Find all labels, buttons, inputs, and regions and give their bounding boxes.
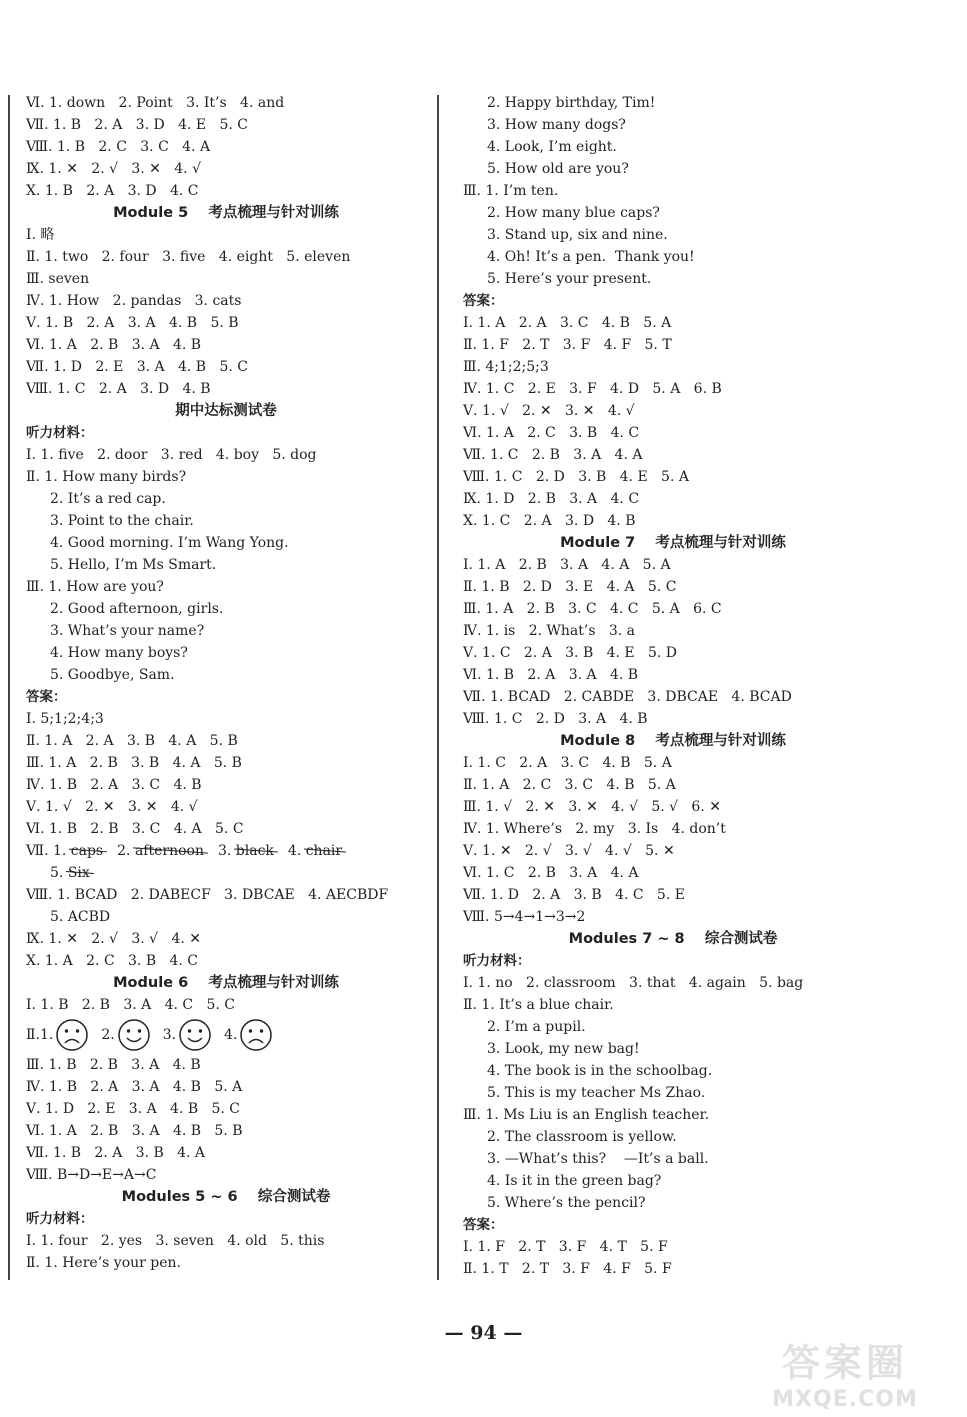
watermark-logo: 答案圈 (781, 1341, 908, 1385)
column-divider (437, 95, 439, 1280)
answer-line: Ⅴ. 1. D 2. E 3. A 4. B 5. C (26, 1101, 241, 1117)
answer-line: Ⅳ. 1. is 2. What’s 3. a (463, 623, 636, 639)
answer-line: Ⅲ. 1. B 2. B 3. A 4. B (26, 1057, 201, 1073)
page-number: — 94 — (444, 1322, 523, 1344)
answer-line: Ⅶ. 1. B 2. A 3. B 4. A (26, 1145, 206, 1161)
answer-line: Ⅸ. 1. D 2. B 3. A 4. C (463, 491, 640, 507)
answer-subline: 3. Stand up, six and nine. (487, 227, 668, 243)
answer-subline: 4. How many boys? (50, 645, 188, 661)
answer-line: Ⅰ. 1. four 2. yes 3. seven 4. old 5. this (26, 1233, 325, 1249)
subsection-label: 听力材料： (463, 953, 531, 969)
answer-line: Ⅲ. 4;1;2;5;3 (463, 359, 549, 375)
face-answer (101, 1018, 150, 1052)
struck-word: caps (71, 840, 103, 862)
answer-subline: 2. Good afternoon, girls. (50, 601, 224, 617)
watermark (745, 1332, 945, 1412)
answer-line: Ⅲ. 1. I’m ten. (463, 183, 559, 199)
answer-line: Ⅱ. 1. T 2. T 3. F 4. F 5. F (463, 1261, 672, 1277)
answer-line: Ⅱ. 1. two 2. four 3. five 4. eight 5. eleven (26, 249, 351, 265)
answer-line: Ⅴ. 1. ✕ 2. √ 3. √ 4. √ 5. ✕ (463, 843, 675, 859)
answer-line: Ⅵ. 1. A 2. C 3. B 4. C (463, 425, 640, 441)
answer-line: Ⅰ. 1. five 2. door 3. red 4. boy 5. dog (26, 447, 317, 463)
answer-line: Ⅱ. 1. A 2. A 3. B 4. A 5. B (26, 733, 238, 749)
answer-line: Ⅰ. 1. F 2. T 3. F 4. T 5. F (463, 1239, 668, 1255)
answer-subline: 3. Point to the chair. (50, 513, 194, 529)
roman-numeral: Ⅱ. (26, 1027, 40, 1043)
section-heading: Module 7 考点梳理与针对训练 (560, 535, 786, 551)
roman-numeral: Ⅶ. (26, 843, 53, 859)
answer-line: Ⅰ. 1. C 2. A 3. C 4. B 5. A (463, 755, 672, 771)
answer-line: Ⅸ. 1. ✕ 2. √ 3. ✕ 4. √ (26, 161, 201, 177)
subsection-label: 答案： (26, 689, 67, 705)
section-heading: Module 8 考点梳理与针对训练 (560, 733, 786, 749)
answer-subline: 2. How many blue caps? (487, 205, 660, 221)
answer-line: Ⅵ. 1. B 2. A 3. A 4. B (463, 667, 639, 683)
subsection-label: 听力材料： (26, 425, 94, 441)
answer-subline: 3. What’s your name? (50, 623, 205, 639)
answer-line: Ⅷ. 1. BCAD 2. DABECF 3. DBCAE 4. AECBDF (26, 887, 389, 903)
subsection-label: 答案： (463, 293, 504, 309)
section-heading: Modules 7 ~ 8 综合测试卷 (568, 931, 778, 947)
answer-line: Ⅰ. 5;1;2;4;3 (26, 711, 104, 727)
section-heading: Module 5 考点梳理与针对训练 (113, 205, 339, 221)
answer-line: Ⅹ. 1. B 2. A 3. D 4. C (26, 183, 199, 199)
answer-number: 4. (224, 1027, 238, 1043)
answer-line: Ⅰ. 1. A 2. B 3. A 4. A 5. A (463, 557, 671, 573)
struck-word: Six (68, 862, 90, 884)
sad-face-icon (55, 1018, 89, 1052)
answer-line: Ⅷ. B→D→E→A→C (26, 1167, 157, 1183)
answer-number: 4. (287, 843, 306, 859)
answer-subline: 5. Here’s your present. (487, 271, 652, 287)
answer-line: Ⅲ. seven (26, 271, 90, 287)
section-heading: Module 6 考点梳理与针对训练 (113, 975, 339, 991)
answer-line: Ⅵ. 1. A 2. B 3. A 4. B 5. B (26, 1123, 243, 1139)
answer-line: Ⅱ. 1. It’s a blue chair. (463, 997, 614, 1013)
answer-line: Ⅶ. 1. C 2. B 3. A 4. A (463, 447, 643, 463)
face-answer (40, 1018, 89, 1052)
answer-line: Ⅲ. 1. Ms Liu is an English teacher. (463, 1107, 710, 1123)
answer-line: Ⅶ. 1. BCAD 2. CABDE 3. DBCAE 4. BCAD (463, 689, 792, 705)
answer-subline: 5. Where’s the pencil? (487, 1195, 646, 1211)
answer-line: Ⅵ. 1. A 2. B 3. A 4. B (26, 337, 202, 353)
answer-line: Ⅶ. 1. B 2. A 3. D 4. E 5. C (26, 117, 248, 133)
happy-face-icon (178, 1018, 212, 1052)
struck-word: black (236, 840, 274, 862)
answer-subline: 5. Hello, I’m Ms Smart. (50, 557, 217, 573)
answer-subline: 3. Look, my new bag! (487, 1041, 640, 1057)
answer-subline: 2. I’m a pupil. (487, 1019, 586, 1035)
answer-line: Ⅳ. 1. Where’s 2. my 3. Is 4. don’t (463, 821, 726, 837)
answer-subline: 3. —What’s this? —It’s a ball. (487, 1151, 709, 1167)
answer-line: Ⅱ. 1. F 2. T 3. F 4. F 5. T (463, 337, 672, 353)
answer-number: 1. (39, 1027, 54, 1043)
answer-subline: 4. Good morning. I’m Wang Yong. (50, 535, 289, 551)
answer-line: Ⅱ. 1. A 2. C 3. C 4. B 5. A (463, 777, 676, 793)
answer-line: Ⅰ. 1. no 2. classroom 3. that 4. again 5. bag (463, 975, 804, 991)
answer-line: Ⅲ. 1. A 2. B 3. B 4. A 5. B (26, 755, 242, 771)
happy-face-icon (117, 1018, 151, 1052)
answer-subline: 5. This is my teacher Ms Zhao. (487, 1085, 706, 1101)
answer-subline: 2. Happy birthday, Tim! (487, 95, 656, 111)
answer-line: Ⅲ. 1. A 2. B 3. C 4. C 5. A 6. C (463, 601, 722, 617)
answer-line: Ⅴ. 1. √ 2. ✕ 3. ✕ 4. √ (463, 403, 635, 419)
right-column (463, 92, 883, 1280)
answer-line: Ⅵ. 1. C 2. B 3. A 4. A (463, 865, 639, 881)
answer-line: Ⅷ. 1. C 2. D 3. A 4. B (463, 711, 648, 727)
section-heading: Modules 5 ~ 6 综合测试卷 (121, 1189, 331, 1205)
answer-line: Ⅷ. 1. B 2. C 3. C 4. A (26, 139, 211, 155)
answer-line: Ⅰ. 1. A 2. A 3. C 4. B 5. A (463, 315, 672, 331)
answer-subline: 2. It’s a red cap. (50, 491, 166, 507)
answer-line: Ⅹ. 1. C 2. A 3. D 4. B (463, 513, 636, 529)
answer-subline: 2. The classroom is yellow. (487, 1129, 677, 1145)
answer-subline: 4. Look, I’m eight. (487, 139, 617, 155)
face-answer (163, 1018, 212, 1052)
answer-line: Ⅵ. 1. B 2. B 3. C 4. A 5. C (26, 821, 244, 837)
answer-number: 5. (50, 865, 68, 881)
subsection-label: 听力材料： (26, 1211, 94, 1227)
answer-subline: 4. The book is in the schoolbag. (487, 1063, 713, 1079)
answer-line: Ⅰ. 1. B 2. B 3. A 4. C 5. C (26, 997, 235, 1013)
answer-line: Ⅶ. 1. D 2. A 3. B 4. C 5. E (463, 887, 685, 903)
answer-number: 3. (162, 1027, 177, 1043)
answer-line: Ⅰ. 略 (26, 227, 55, 243)
answer-line: Ⅳ. 1. C 2. E 3. F 4. D 5. A 6. B (463, 381, 722, 397)
answer-line: Ⅱ. 1. How many birds? (26, 469, 187, 485)
answer-line: Ⅵ. 1. down 2. Point 3. It’s 4. and (26, 95, 285, 111)
answer-number: 3. (217, 843, 236, 859)
answer-number: 2. (117, 843, 135, 859)
answer-line: Ⅳ. 1. How 2. pandas 3. cats (26, 293, 242, 309)
answer-subline: 4. Is it in the green bag? (487, 1173, 662, 1189)
answer-line: Ⅴ. 1. B 2. A 3. A 4. B 5. B (26, 315, 239, 331)
sad-face-icon (239, 1018, 273, 1052)
section-heading: 期中达标测试卷 (175, 403, 277, 419)
answer-line: Ⅴ. 1. C 2. A 3. B 4. E 5. D (463, 645, 678, 661)
struck-answer-row (26, 840, 426, 862)
answer-line: Ⅳ. 1. B 2. A 3. C 4. B (26, 777, 202, 793)
emoji-answer-row (26, 1016, 426, 1054)
answer-line: Ⅸ. 1. ✕ 2. √ 3. √ 4. ✕ (26, 931, 201, 947)
answer-number: 1. (52, 843, 71, 859)
answer-line: Ⅹ. 1. A 2. C 3. B 4. C (26, 953, 198, 969)
struck-word: chair (306, 840, 342, 862)
answer-subline: 4. Oh! It’s a pen. Thank you! (487, 249, 695, 265)
struck-word: afternoon (135, 840, 204, 862)
subsection-label: 答案： (463, 1217, 504, 1233)
answer-subline: 5. How old are you? (487, 161, 629, 177)
answer-line: Ⅴ. 1. √ 2. ✕ 3. ✕ 4. √ (26, 799, 198, 815)
answer-line: Ⅲ. 1. √ 2. ✕ 3. ✕ 4. √ 5. √ 6. ✕ (463, 799, 721, 815)
answer-subline: 5. ACBD (50, 909, 111, 925)
answer-subline: 3. How many dogs? (487, 117, 626, 133)
answer-line: Ⅳ. 1. B 2. A 3. A 4. B 5. A (26, 1079, 243, 1095)
answer-line: Ⅷ. 1. C 2. A 3. D 4. B (26, 381, 211, 397)
answer-number: 2. (101, 1027, 115, 1043)
face-answer (224, 1018, 273, 1052)
left-column (26, 92, 426, 1274)
answer-line: Ⅷ. 5→4→1→3→2 (463, 909, 586, 925)
answer-line: Ⅶ. 1. D 2. E 3. A 4. B 5. C (26, 359, 248, 375)
answer-line: Ⅱ. 1. Here’s your pen. (26, 1255, 181, 1271)
answer-line: Ⅱ. 1. B 2. D 3. E 4. A 5. C (463, 579, 677, 595)
answer-line: Ⅷ. 1. C 2. D 3. B 4. E 5. A (463, 469, 689, 485)
answer-line: Ⅲ. 1. How are you? (26, 579, 164, 595)
left-margin-rule (8, 95, 10, 1280)
answer-subline: 5. Goodbye, Sam. (50, 667, 175, 683)
watermark-url: MXQE.COM (772, 1387, 918, 1412)
struck-answer-row (26, 862, 426, 884)
